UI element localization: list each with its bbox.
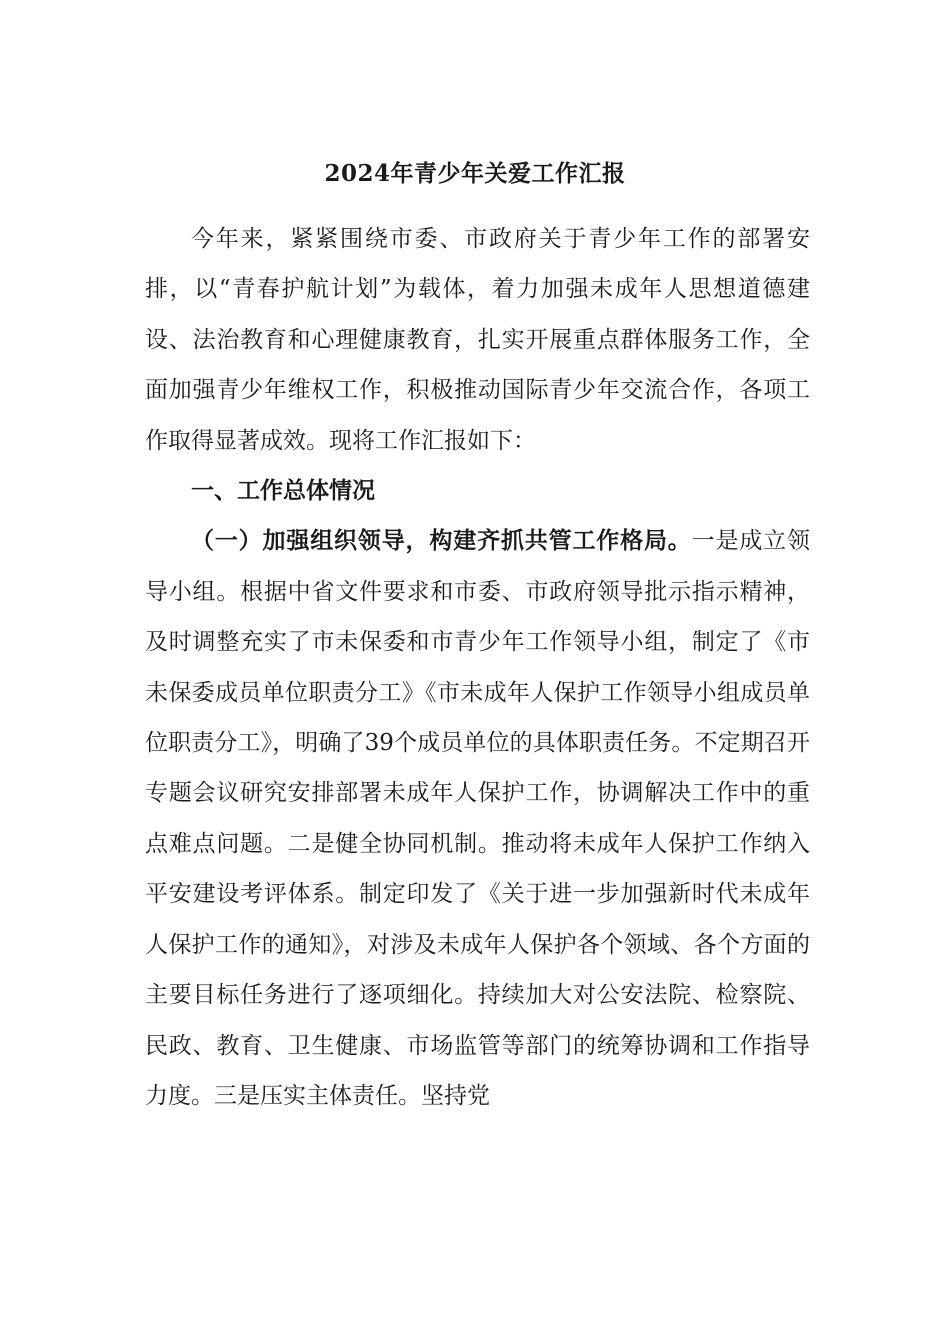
subsection-body: 一是成立领导小组。根据中省文件要求和市委、市政府领导批示指示精神，及时调整充实了市未保委和市青少年工作领导小组，制定了《市未保委成员单位职责分工》《市未成年人保护工作领导小组成员单位职责分工》，明确了39个成员单位的具体职责任务。不定期召开专题会议研究安排部署未成年人保护工作，协调解决工作中的重点难点问题。二是健全协同机制。推动将未成年人保护工作纳入平安建设考评体系。制定印发了《关于进一步加强新时代未成年人保护工作的通知》，对涉及未成年人保护各个领域、各个方面的主要目标任务进行了逐项细化。持续加大对公安法院、检察院、民政、教育、卫生健康、市场监管等部门的统筹协调和工作指导力度。三是压实主体责任。坚持党 — [145, 528, 811, 1109]
document-title: 2024年青少年关爱工作汇报 — [324, 160, 626, 187]
subsection-lead: （一）加强组织领导，构建齐抓共管工作格局。 — [191, 527, 692, 555]
document-body — [145, 214, 810, 1121]
section-heading: 一、工作总体情况 — [191, 477, 375, 505]
intro-paragraph: 今年来，紧紧围绕市委、市政府关于青少年工作的部署安排，以“青春护航计划”为载体，着力加强未成年人思想道德建设、法治教育和心理健康教育，扎实开展重点群体服务工作，全面加强青少年维权工作，积极推动国际青少年交流合作，各项工作取得显著成效。现将工作汇报如下： — [145, 226, 810, 454]
subsection-paragraph — [145, 516, 810, 1121]
